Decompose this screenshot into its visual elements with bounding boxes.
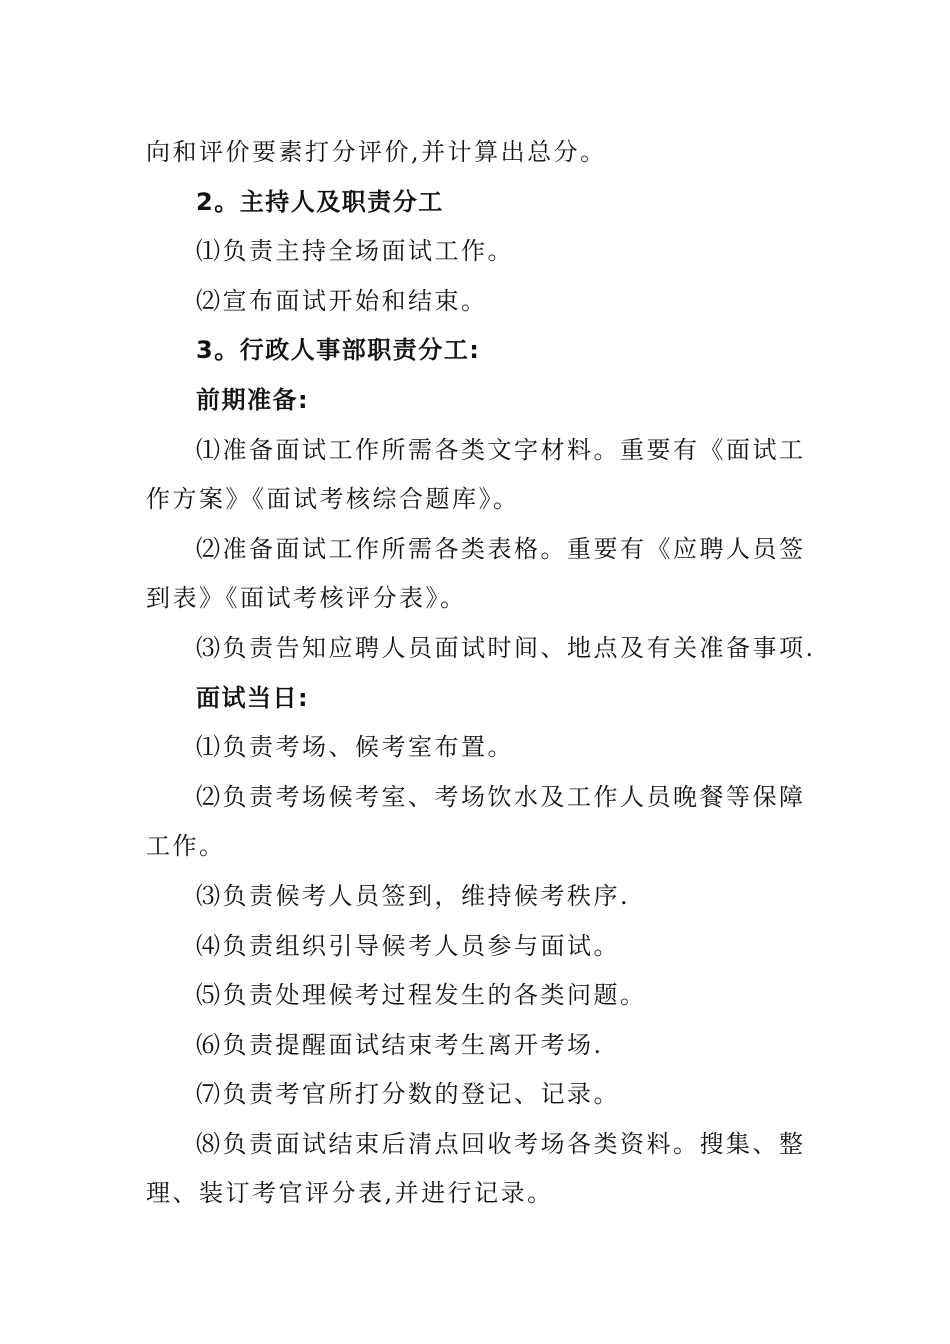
list-item: ⑵负责考场候考室、考场饮水及工作人员晚餐等保障 <box>196 782 806 811</box>
list-item: ⑺负责考官所打分数的登记、记录。 <box>196 1080 620 1109</box>
list-item: ⑴准备面试工作所需各类文字材料。重要有《面试工 <box>196 435 806 464</box>
paragraph-line: 向和评价要素打分评价,并计算出总分。 <box>146 138 607 166</box>
list-item-continuation: 工作。 <box>146 832 226 861</box>
document-body <box>146 128 816 1219</box>
list-item-continuation: 理、装订考官评分表,并进行记录。 <box>146 1179 554 1208</box>
list-item: ⑶负责候考人员签到，维持候考秩序. <box>196 881 631 910</box>
list-item-continuation: 作方案》《面试考核综合题库》。 <box>146 485 520 514</box>
list-item-continuation: 到表》《面试考核评分表》。 <box>146 584 467 613</box>
list-item: ⑸负责处理候考过程发生的各类问题。 <box>196 981 647 1010</box>
section-heading: 2。主持人及职责分工 <box>196 187 444 216</box>
subsection-heading: 面试当日: <box>196 683 310 712</box>
list-item: ⑹负责提醒面试结束考生离开考场. <box>196 1030 604 1059</box>
list-item: ⑷负责组织引导候考人员参与面试。 <box>196 931 620 960</box>
list-item: ⑴负责主持全场面试工作。 <box>196 237 514 266</box>
list-item: ⑴负责考场、候考室布置。 <box>196 733 514 762</box>
section-heading: 3。行政人事部职责分工: <box>196 336 481 365</box>
list-item: ⑵宣布面试开始和结束。 <box>196 286 488 315</box>
list-item: ⑻负责面试结束后清点回收考场各类资料。搜集、整 <box>196 1129 806 1158</box>
subsection-heading: 前期准备: <box>196 385 310 414</box>
list-item: ⑶负责告知应聘人员面试时间、地点及有关准备事项. <box>196 633 816 662</box>
list-item: ⑵准备面试工作所需各类表格。重要有《应聘人员签 <box>196 534 806 563</box>
